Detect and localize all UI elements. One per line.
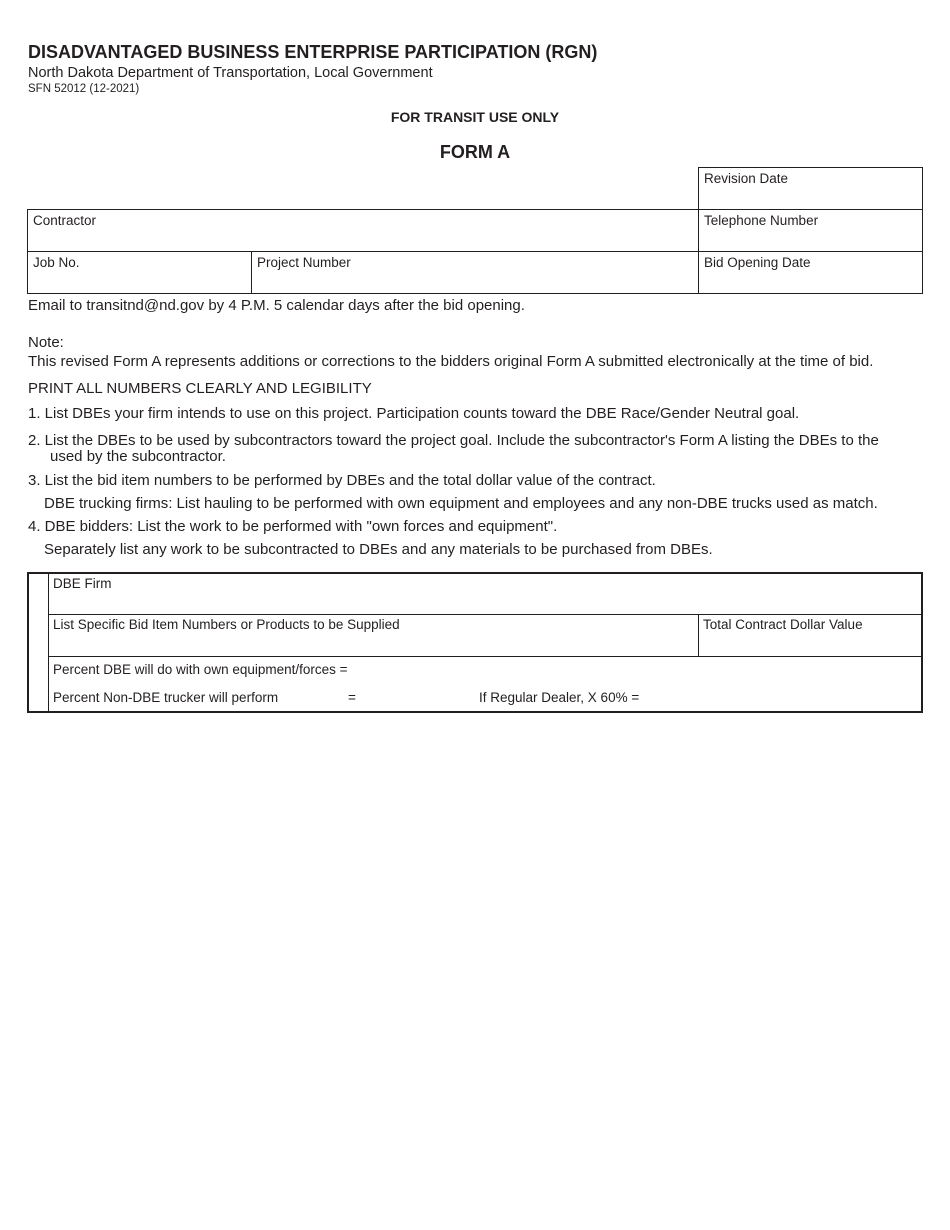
transit-use-heading: FOR TRANSIT USE ONLY [390, 109, 560, 125]
note-label: Note: [28, 334, 64, 351]
job-no-field[interactable] [27, 251, 252, 294]
dbe-firm-label: DBE Firm [53, 576, 112, 591]
instruction-item-4: 4. DBE bidders: List the work to be performed with "own forces and equipment". [28, 518, 558, 535]
form-number: SFN 52012 (12-2021) [28, 83, 140, 95]
contractor-label: Contractor [33, 213, 97, 228]
instruction-item-3-sub: DBE trucking firms: List hauling to be performed with own equipment and employees and any non-DBE trucks used as match. [44, 495, 878, 512]
form-a-heading: FORM A [439, 142, 511, 162]
print-notice: PRINT ALL NUMBERS CLEARLY AND LEGIBILITY [28, 380, 372, 397]
contractor-field[interactable] [27, 209, 699, 252]
bid-items-field[interactable] [48, 614, 699, 657]
note-text: This revised Form A represents additions or corrections to the bidders original Form A submitted electronically at the time of bid. [28, 353, 874, 370]
instruction-item-3: 3. List the bid item numbers to be performed by DBEs and the total dollar value of the contract. [28, 472, 656, 489]
email-instruction: Email to transitnd@nd.gov by 4 P.M. 5 calendar days after the bid opening. [28, 297, 525, 314]
total-contract-value-field[interactable] [698, 614, 922, 657]
department-name: North Dakota Department of Transportation, Local Government [28, 65, 433, 81]
revision-date-field[interactable] [698, 167, 923, 210]
total-contract-value-label: Total Contract Dollar Value [703, 617, 863, 632]
instruction-item-2-continued: used by the subcontractor. [50, 448, 226, 465]
revision-date-label: Revision Date [704, 171, 789, 186]
bid-opening-date-label: Bid Opening Date [704, 255, 811, 270]
form-title: DISADVANTAGED BUSINESS ENTERPRISE PARTICIPATION (RGN) [28, 42, 598, 62]
percent-own-forces-label: Percent DBE will do with own equipment/forces = [53, 662, 348, 677]
instruction-item-1: 1. List DBEs your firm intends to use on this project. Participation counts toward the DBE Race/Gender Neutral goal. [28, 405, 800, 422]
percent-nondbe-equals: = [348, 690, 356, 705]
project-number-field[interactable] [251, 251, 699, 294]
instruction-item-4-sub: Separately list any work to be subcontracted to DBEs and any materials to be purchased from DBEs. [44, 541, 713, 558]
telephone-number-field[interactable] [698, 209, 923, 252]
telephone-number-label: Telephone Number [704, 213, 819, 228]
percent-nondbe-trucker-label: Percent Non-DBE trucker will perform [53, 690, 279, 705]
job-no-label: Job No. [33, 255, 80, 270]
bid-opening-date-field[interactable] [698, 251, 923, 294]
dbe-firm-field[interactable] [48, 573, 922, 615]
instruction-item-2: 2. List the DBEs to be used by subcontractors toward the project goal. Include the subcontractor's Form A listing the DBEs to the [28, 432, 879, 449]
regular-dealer-label: If Regular Dealer, X 60% = [479, 690, 640, 705]
bid-items-label: List Specific Bid Item Numbers or Products to be Supplied [53, 617, 400, 632]
project-number-label: Project Number [257, 255, 351, 270]
